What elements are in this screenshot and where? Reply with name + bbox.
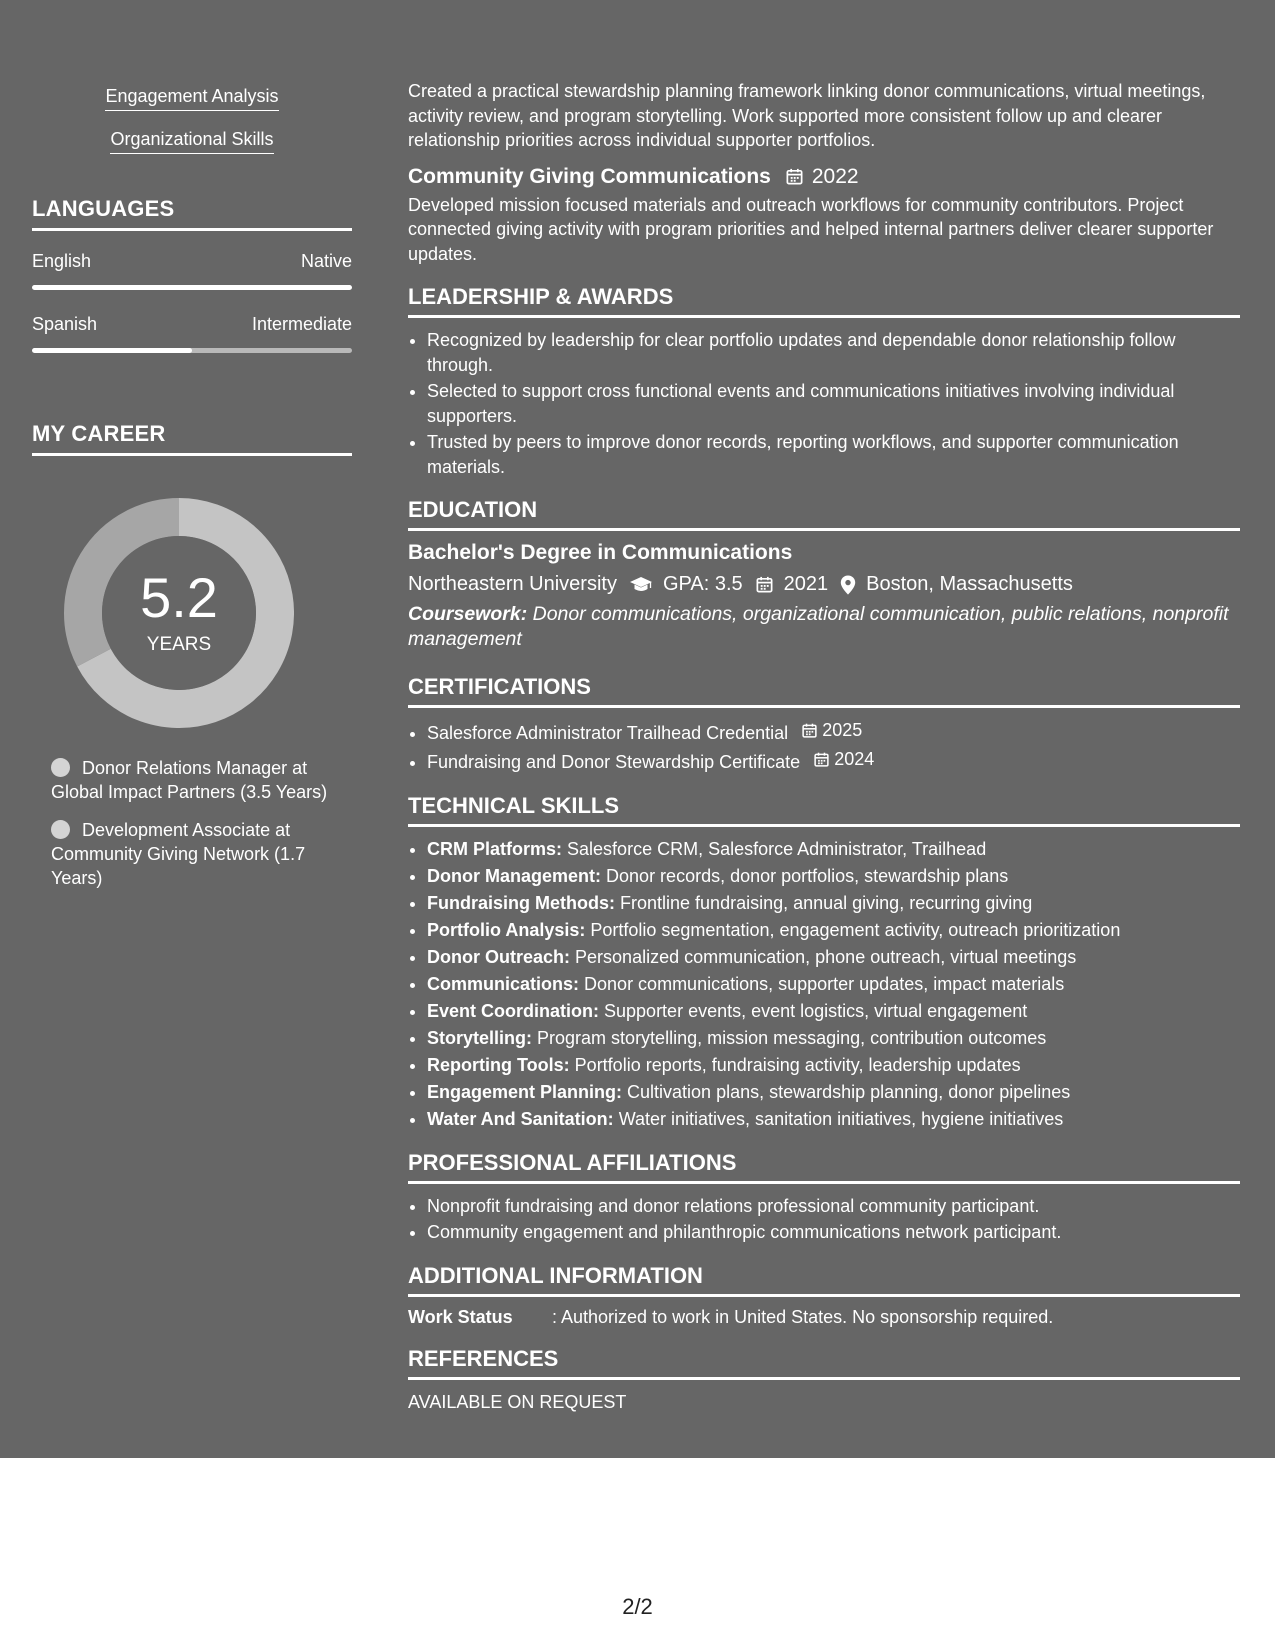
technical-skill-label: Water And Sanitation: [427,1109,614,1130]
technical-skill-value: Portfolio reports, fundraising activity, leadership updates [574,1055,1021,1076]
education-school: Northeastern University [408,573,617,595]
references-text: AVAILABLE ON REQUEST [408,1391,627,1412]
language-proficiency-fill [32,285,352,290]
language-proficiency-bar [32,348,352,353]
additional-info-heading: ADDITIONAL INFORMATION [408,1263,1240,1297]
list-item: • Recognized by leadership for clear portfolio updates and dependable donor relationship follow through. [427,328,1240,377]
list-item: • Community engagement and philanthropic communications network participant. [427,1220,1240,1245]
technical-skill-value: Salesforce CRM, Salesforce Administrator, Trailhead [567,838,987,859]
work-status-label: Work Status [408,1306,513,1327]
certification-name: Salesforce Administrator Trailhead Credential [427,722,789,743]
language-proficiency-fill [32,348,192,353]
technical-skill-item [427,837,1240,862]
calendar-icon [755,575,774,594]
technical-skill-item [427,1080,1240,1105]
language-name: Spanish [32,314,98,334]
coursework-label: Coursework: [408,603,528,625]
technical-skill-label: Portfolio Analysis: [427,919,586,940]
technical-skill-label: Donor Outreach: [427,946,571,967]
career-years-unit: YEARS [146,634,212,655]
languages-heading: LANGUAGES [32,196,352,231]
main-column [408,79,1240,1413]
list-item: • Nonprofit fundraising and donor relations professional community participant. [427,1194,1240,1219]
affiliations-heading: PROFESSIONAL AFFILIATIONS [408,1150,1240,1184]
technical-skill-label: Fundraising Methods: [427,892,615,913]
technical-skill-value: Cultivation plans, stewardship planning, donor pipelines [627,1082,1071,1103]
skill-item: Engagement Analysis [105,86,278,111]
technical-skill-label: Event Coordination: [427,1001,599,1022]
education-gpa: GPA: 3.5 [662,573,743,595]
project-year: 2022 [811,164,859,188]
career-role-text: Development Associate at Community Giving Network (1.7 Years) [51,820,306,888]
career-donut-chart [64,498,294,728]
technical-skills-list [408,837,1240,1132]
calendar-icon [813,751,830,768]
career-section [32,421,352,890]
languages-section [32,196,352,353]
language-proficiency-bar [32,285,352,290]
certification-year: 2025 [822,720,863,740]
technical-skill-item [427,891,1240,916]
career-role-item [51,818,341,890]
technical-skill-item [427,1107,1240,1132]
certification-item [427,718,1240,745]
bullet-dot-icon [51,820,70,839]
work-status-value: : Authorized to work in United States. No sponsorship required. [552,1306,1054,1327]
education-location: Boston, Massachusetts [866,573,1073,595]
location-pin-icon [840,575,856,595]
project-description: Developed mission focused materials and outreach workflows for community contributors. Project connected giving activity with program priorities and helped internal partners deliver clearer supporter updates. [408,194,1214,264]
technical-skill-item [427,945,1240,970]
skill-item: Organizational Skills [110,129,273,154]
list-item: • Selected to support cross functional events and communications initiatives involving individual supporters. [427,379,1240,428]
technical-skill-value: Program storytelling, mission messaging, contribution outcomes [537,1028,1047,1049]
language-name: English [32,251,92,271]
technical-skill-label: Reporting Tools: [427,1055,570,1076]
technical-skill-value: Portfolio segmentation, engagement activity, outreach prioritization [590,919,1121,940]
technical-skill-item [427,972,1240,997]
coursework-text: Donor communications, organizational communication, public relations, nonprofit management [408,603,1229,650]
education-heading: EDUCATION [408,497,1240,531]
technical-skill-value: Personalized communication, phone outreach, virtual meetings [575,946,1077,967]
certification-year: 2024 [834,749,875,770]
technical-skill-value: Donor communications, supporter updates, impact materials [584,973,1065,994]
certification-item [427,747,1240,774]
career-total-years: 5.2 [140,566,218,629]
technical-skill-label: Storytelling: [427,1028,533,1049]
language-item [32,314,352,353]
leadership-list [408,328,1240,479]
education-coursework [408,602,1240,652]
project-title: Community Giving Communications [408,164,771,188]
affiliations-list [408,1194,1240,1245]
language-item [32,251,352,290]
project-intro-text: Created a practical stewardship planning framework linking donor communications, virtual meetings, activity review, and program storytelling. Work supported more consistent follow up and clearer relationship priorities across individual supporter portfolios. [408,81,1206,150]
sidebar [32,86,352,904]
bullet-dot-icon [51,758,70,777]
certifications-list [408,718,1240,775]
certification-name: Fundraising and Donor Stewardship Certificate [427,752,801,772]
certifications-heading: CERTIFICATIONS [408,674,1240,708]
references-heading: REFERENCES [408,1346,1240,1380]
technical-skill-item [427,999,1240,1024]
technical-skill-value: Water initiatives, sanitation initiatives, hygiene initiatives [618,1109,1064,1130]
career-heading: MY CAREER [32,421,352,456]
technical-skill-value: Donor records, donor portfolios, stewardship plans [606,865,1009,886]
project-title-row [408,165,1240,189]
education-year: 2021 [783,573,829,595]
technical-skill-value: Supporter events, event logistics, virtual engagement [604,1001,1028,1022]
leadership-heading: LEADERSHIP & AWARDS [408,284,1240,318]
technical-skill-label: Engagement Planning: [427,1082,623,1103]
technical-skill-label: CRM Platforms: [427,838,563,859]
language-level: Native [300,251,352,271]
career-role-item [51,756,341,804]
career-roles-list [32,756,341,890]
career-role-text: Donor Relations Manager at Global Impact Partners (3.5 Years) [51,758,328,802]
calendar-icon [785,167,804,186]
list-item: • Trusted by peers to improve donor records, reporting workflows, and supporter communication materials. [427,430,1240,479]
technical-skill-label: Donor Management: [427,865,602,886]
technical-skill-item [427,864,1240,889]
technical-skill-item [427,1026,1240,1051]
calendar-icon [801,722,818,739]
technical-skill-item [427,1053,1240,1078]
technical-skills-heading: TECHNICAL SKILLS [408,793,1240,827]
technical-skill-value: Frontline fundraising, annual giving, recurring giving [620,892,1033,913]
graduation-cap-icon [629,576,653,594]
education-degree: Bachelor's Degree in Communications [408,541,793,564]
technical-skill-item [427,918,1240,943]
technical-skill-label: Communications: [427,973,580,994]
page-number: 2/2 [622,1594,653,1619]
language-level: Intermediate [251,314,352,334]
education-meta-row [408,573,1240,596]
work-status-row [408,1307,1240,1328]
